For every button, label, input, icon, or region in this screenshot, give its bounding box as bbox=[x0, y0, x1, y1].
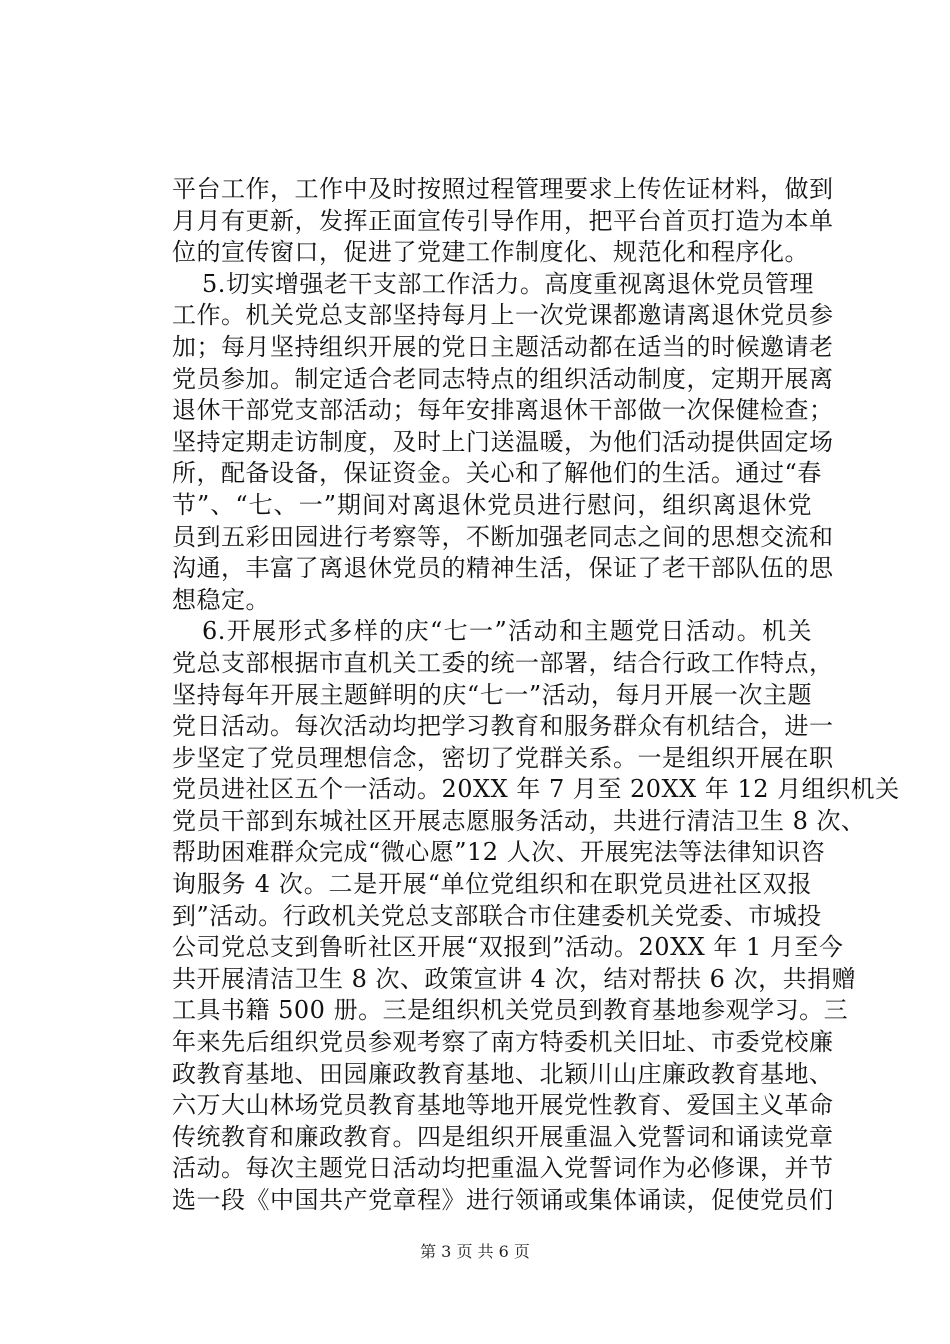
text-line: 六万大山林场党员教育基地等地开展党性教育、爱国主义革命 bbox=[172, 1091, 834, 1120]
text-line: 党员参加。制定适合老同志特点的组织活动制度，定期开展离 bbox=[172, 364, 834, 393]
text-line: 5.切实增强老干支部工作活力。高度重视离退休党员管理 bbox=[202, 269, 814, 298]
text-line: 坚持每年开展主题鲜明的庆“七一”活动，每月开展一次主题 bbox=[172, 680, 812, 709]
text-line: 工具书籍 500 册。三是组织机关党员到教育基地参观学习。三 bbox=[172, 996, 849, 1025]
text-line: 想稳定。 bbox=[172, 585, 270, 614]
body-text bbox=[172, 174, 900, 1217]
text-line: 党总支部根据市直机关工委的统一部署，结合行政工作特点， bbox=[172, 648, 834, 677]
text-line: 党员干部到东城社区开展志愿服务活动，共进行清洁卫生 8 次、 bbox=[172, 806, 866, 835]
text-line: 坚持定期走访制度，及时上门送温暖，为他们活动提供固定场 bbox=[172, 427, 834, 456]
text-line: 年来先后组织党员参观考察了南方特委机关旧址、市委党校廉 bbox=[172, 1028, 834, 1057]
text-line: 共开展清洁卫生 8 次、政策宣讲 4 次，结对帮扶 6 次，共捐赠 bbox=[172, 964, 857, 993]
text-line: 员到五彩田园进行考察等，不断加强老同志之间的思想交流和 bbox=[172, 522, 834, 551]
text-line: 工作。机关党总支部坚持每月上一次党课都邀请离退休党员参 bbox=[172, 301, 834, 330]
text-line: 到”活动。行政机关党总支部联合市住建委机关党委、市城投 bbox=[172, 901, 822, 930]
text-line: 位的宣传窗口，促进了党建工作制度化、规范化和程序化。 bbox=[172, 238, 809, 267]
text-line: 询服务 4 次。二是开展“单位党组织和在职党员进社区双报 bbox=[172, 870, 812, 899]
text-line: 节”、“七、一”期间对离退休党员进行慰问，组织离退休党 bbox=[172, 490, 812, 519]
text-line: 退休干部党支部活动；每年安排离退休干部做一次保健检查； bbox=[172, 396, 834, 425]
text-line: 党日活动。每次活动均把学习教育和服务群众有机结合，进一 bbox=[172, 712, 834, 741]
text-line: 步坚定了党员理想信念，密切了党群关系。一是组织开展在职 bbox=[172, 743, 834, 772]
text-line: 公司党总支到鲁昕社区开展“双报到”活动。20XX 年 1 月至今 bbox=[172, 933, 844, 962]
text-line: 选一段《中国共产党章程》进行领诵或集体诵读，促使党员们 bbox=[172, 1186, 834, 1214]
text-line: 政教育基地、田园廉政教育基地、北颖川山庄廉政教育基地、 bbox=[172, 1059, 834, 1088]
text-line: 帮助困难群众完成“微心愿”12 人次、开展宪法等法律知识咨 bbox=[172, 838, 826, 867]
text-line: 沟通，丰富了离退休党员的精神生活，保证了老干部队伍的思 bbox=[172, 554, 834, 583]
text-line: 所，配备设备，保证资金。关心和了解他们的生活。通过“春 bbox=[172, 459, 822, 488]
text-line: 党员进社区五个一活动。20XX 年 7 月至 20XX 年 12 月组织机关 bbox=[172, 775, 900, 804]
page-number-footer: 第 3 页 共 6 页 bbox=[420, 1242, 530, 1261]
text-line: 传统教育和廉政教育。四是组织开展重温入党誓词和诵读党章 bbox=[172, 1122, 834, 1151]
text-line: 月月有更新，发挥正面宣传引导作用，把平台首页打造为本单 bbox=[172, 206, 834, 235]
text-line: 平台工作，工作中及时按照过程管理要求上传佐证材料，做到 bbox=[172, 175, 834, 203]
text-line: 加；每月坚持组织开展的党日主题活动都在适当的时候邀请老 bbox=[172, 332, 834, 361]
text-line: 6.开展形式多样的庆“七一”活动和主题党日活动。机关 bbox=[202, 617, 812, 646]
text-line: 活动。每次主题党日活动均把重温入党誓词作为必修课，并节 bbox=[172, 1154, 834, 1183]
